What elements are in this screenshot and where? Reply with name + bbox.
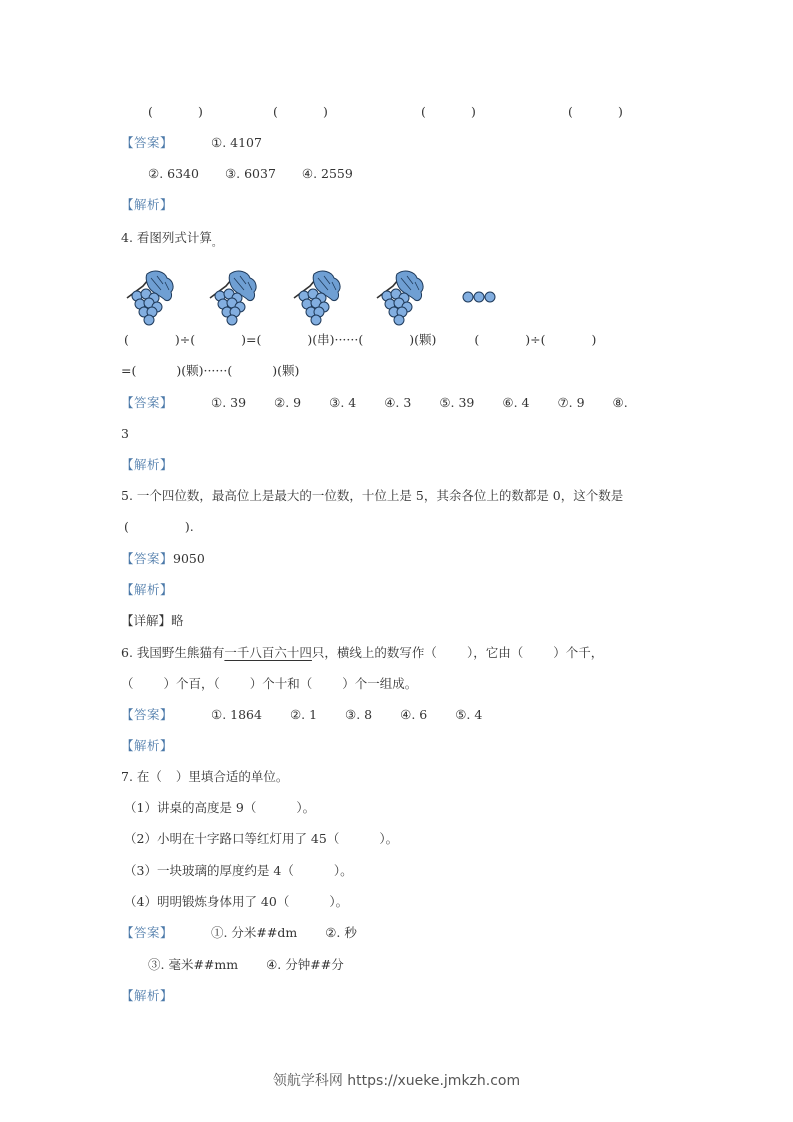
blank-open: ( (474, 332, 480, 347)
answer-item: ①. 4107 (210, 135, 262, 150)
answer-item: ⑦. 9 (557, 395, 585, 410)
analysis-label: 【解析】 (121, 197, 174, 212)
footer-watermark: 领航学科网 https://xueke.jmkzh.com (272, 1073, 521, 1089)
answer-label: 【答案】 (121, 925, 174, 940)
blank-close: ) (618, 104, 623, 119)
answer-item: ⑤. 39 (439, 395, 475, 410)
blank-open: ( (421, 104, 426, 119)
question-text: ）个百，（ (163, 676, 220, 691)
answer-item: ②. 6340 (148, 166, 199, 181)
question-text: ）个千， (553, 645, 604, 660)
equation-part: )÷( (174, 332, 196, 347)
equation-part: )(颗) (272, 363, 300, 378)
equation-part: )÷( (525, 332, 546, 347)
answer-item: ④. 6 (400, 707, 428, 722)
question-text: 7. 在（ (121, 769, 162, 784)
q7-title (121, 768, 288, 786)
blank-close: ) (591, 332, 597, 347)
answer-label: 【答案】 (121, 135, 174, 150)
blank-close: ) (471, 104, 476, 119)
item-text: （4）明明锻炼身体用了 40（ (124, 894, 290, 909)
q3-answer-line1 (121, 134, 262, 152)
question-text: 只，横线上的数写作（ (311, 645, 437, 660)
answer-item: ②. 9 (274, 395, 302, 410)
analysis-label: 【解析】 (121, 457, 174, 472)
equation-part: )(颗) (409, 332, 437, 347)
q4-answer-wrap: 3 (121, 426, 129, 441)
answer-item: ③. 4 (329, 395, 357, 410)
answer-label: 【答案】 (121, 551, 174, 566)
q7-answer-line1 (121, 924, 357, 942)
equation-part: )=( (241, 332, 262, 347)
q5-question-text: 5. 一个四位数，最高位上是最大的一位数，十位上是 5，其余各位上的数都是 0，这个数是 (121, 488, 624, 503)
answer-item: ⑤. 4 (455, 707, 483, 722)
period: 。 (211, 238, 222, 249)
answer-item: ③. 毫米##mm (148, 957, 239, 972)
blank-open: ( (148, 104, 153, 119)
q7-item-2 (124, 830, 398, 848)
blank-close: ）。 (329, 894, 349, 909)
blank-close: ）。 (296, 800, 316, 815)
q4-equation-line1 (124, 331, 596, 349)
question-text: ）里填合适的单位。 (175, 769, 289, 784)
answer-item: ④. 2559 (301, 166, 353, 181)
q4-equation-line2 (121, 362, 299, 380)
q6-question-line1 (121, 644, 603, 662)
answer-label: 【答案】 (121, 707, 174, 722)
q6-question-line2 (121, 675, 417, 693)
answer-item: ⑥. 4 (502, 395, 530, 410)
question-text: ）个一组成。 (342, 676, 418, 691)
question-text: 4. 看图列式计算 (121, 230, 212, 245)
q7-answer-line2 (148, 956, 344, 974)
equation-part: =( (121, 363, 137, 378)
q5-detail-line (121, 612, 184, 630)
analysis-label: 【解析】 (121, 738, 174, 753)
q7-item-1 (124, 799, 315, 817)
q4-title (121, 229, 222, 253)
grape-bunch-icon (208, 268, 258, 326)
answer-item: ⑧. (612, 395, 628, 410)
blank-close: ）。 (333, 863, 353, 878)
answer-item: ①. 1864 (210, 707, 262, 722)
question-text: 6. 我国野生熊猫有 (121, 645, 225, 660)
answer-value: 9050 (173, 551, 205, 566)
loose-grapes-icon (462, 290, 496, 304)
answer-item: ②. 秒 (325, 925, 357, 940)
detail-label: 【详解】 (121, 613, 172, 628)
item-text: （2）小明在十字路口等红灯用了 45（ (124, 831, 340, 846)
equation-part: )(串)······( (307, 332, 364, 347)
answer-item: ④. 分钟##分 (266, 957, 344, 972)
answer-item: ③. 6037 (224, 166, 276, 181)
q4-answer-line (121, 394, 628, 412)
blank-open: ( (568, 104, 573, 119)
q5-blank (124, 518, 194, 536)
blank-open: （ (121, 676, 134, 691)
blank-open: ( (273, 104, 278, 119)
blank-close: ) (323, 104, 328, 119)
underlined-number: 一千八百六十四 (224, 645, 312, 660)
grape-bunch-icon (125, 268, 175, 326)
equation-part: )(颗)······( (176, 363, 233, 378)
question-text: ），它由（ (466, 645, 524, 660)
answer-item: ③. 8 (345, 707, 373, 722)
q6-answer-line (121, 706, 482, 724)
q7-item-3 (124, 862, 353, 880)
blank-close: ）。 (379, 831, 399, 846)
blank-open: ( (124, 519, 129, 534)
grape-bunch-icon (292, 268, 342, 326)
grape-bunch-icon (375, 268, 425, 326)
item-text: （3）一块玻璃的厚度约是 4（ (124, 863, 294, 878)
item-text: （1）讲桌的高度是 9（ (124, 800, 257, 815)
blank-close: ) (198, 104, 203, 119)
q5-answer-line (121, 550, 205, 568)
blank-open: ( (124, 332, 129, 347)
answer-item: ②. 1 (289, 707, 318, 722)
answer-item: ①. 分米##dm (210, 925, 298, 940)
q7-item-4 (124, 893, 348, 911)
answer-label: 【答案】 (121, 395, 174, 410)
answer-item: ①. 39 (210, 395, 247, 410)
answer-item: ④. 3 (384, 395, 412, 410)
analysis-label: 【解析】 (121, 582, 174, 597)
blank-close: ). (184, 519, 194, 534)
detail-value: 略 (171, 613, 184, 628)
question-text: ）个十和（ (249, 676, 313, 691)
q3-answer-line2 (148, 165, 353, 183)
analysis-label: 【解析】 (121, 988, 174, 1003)
